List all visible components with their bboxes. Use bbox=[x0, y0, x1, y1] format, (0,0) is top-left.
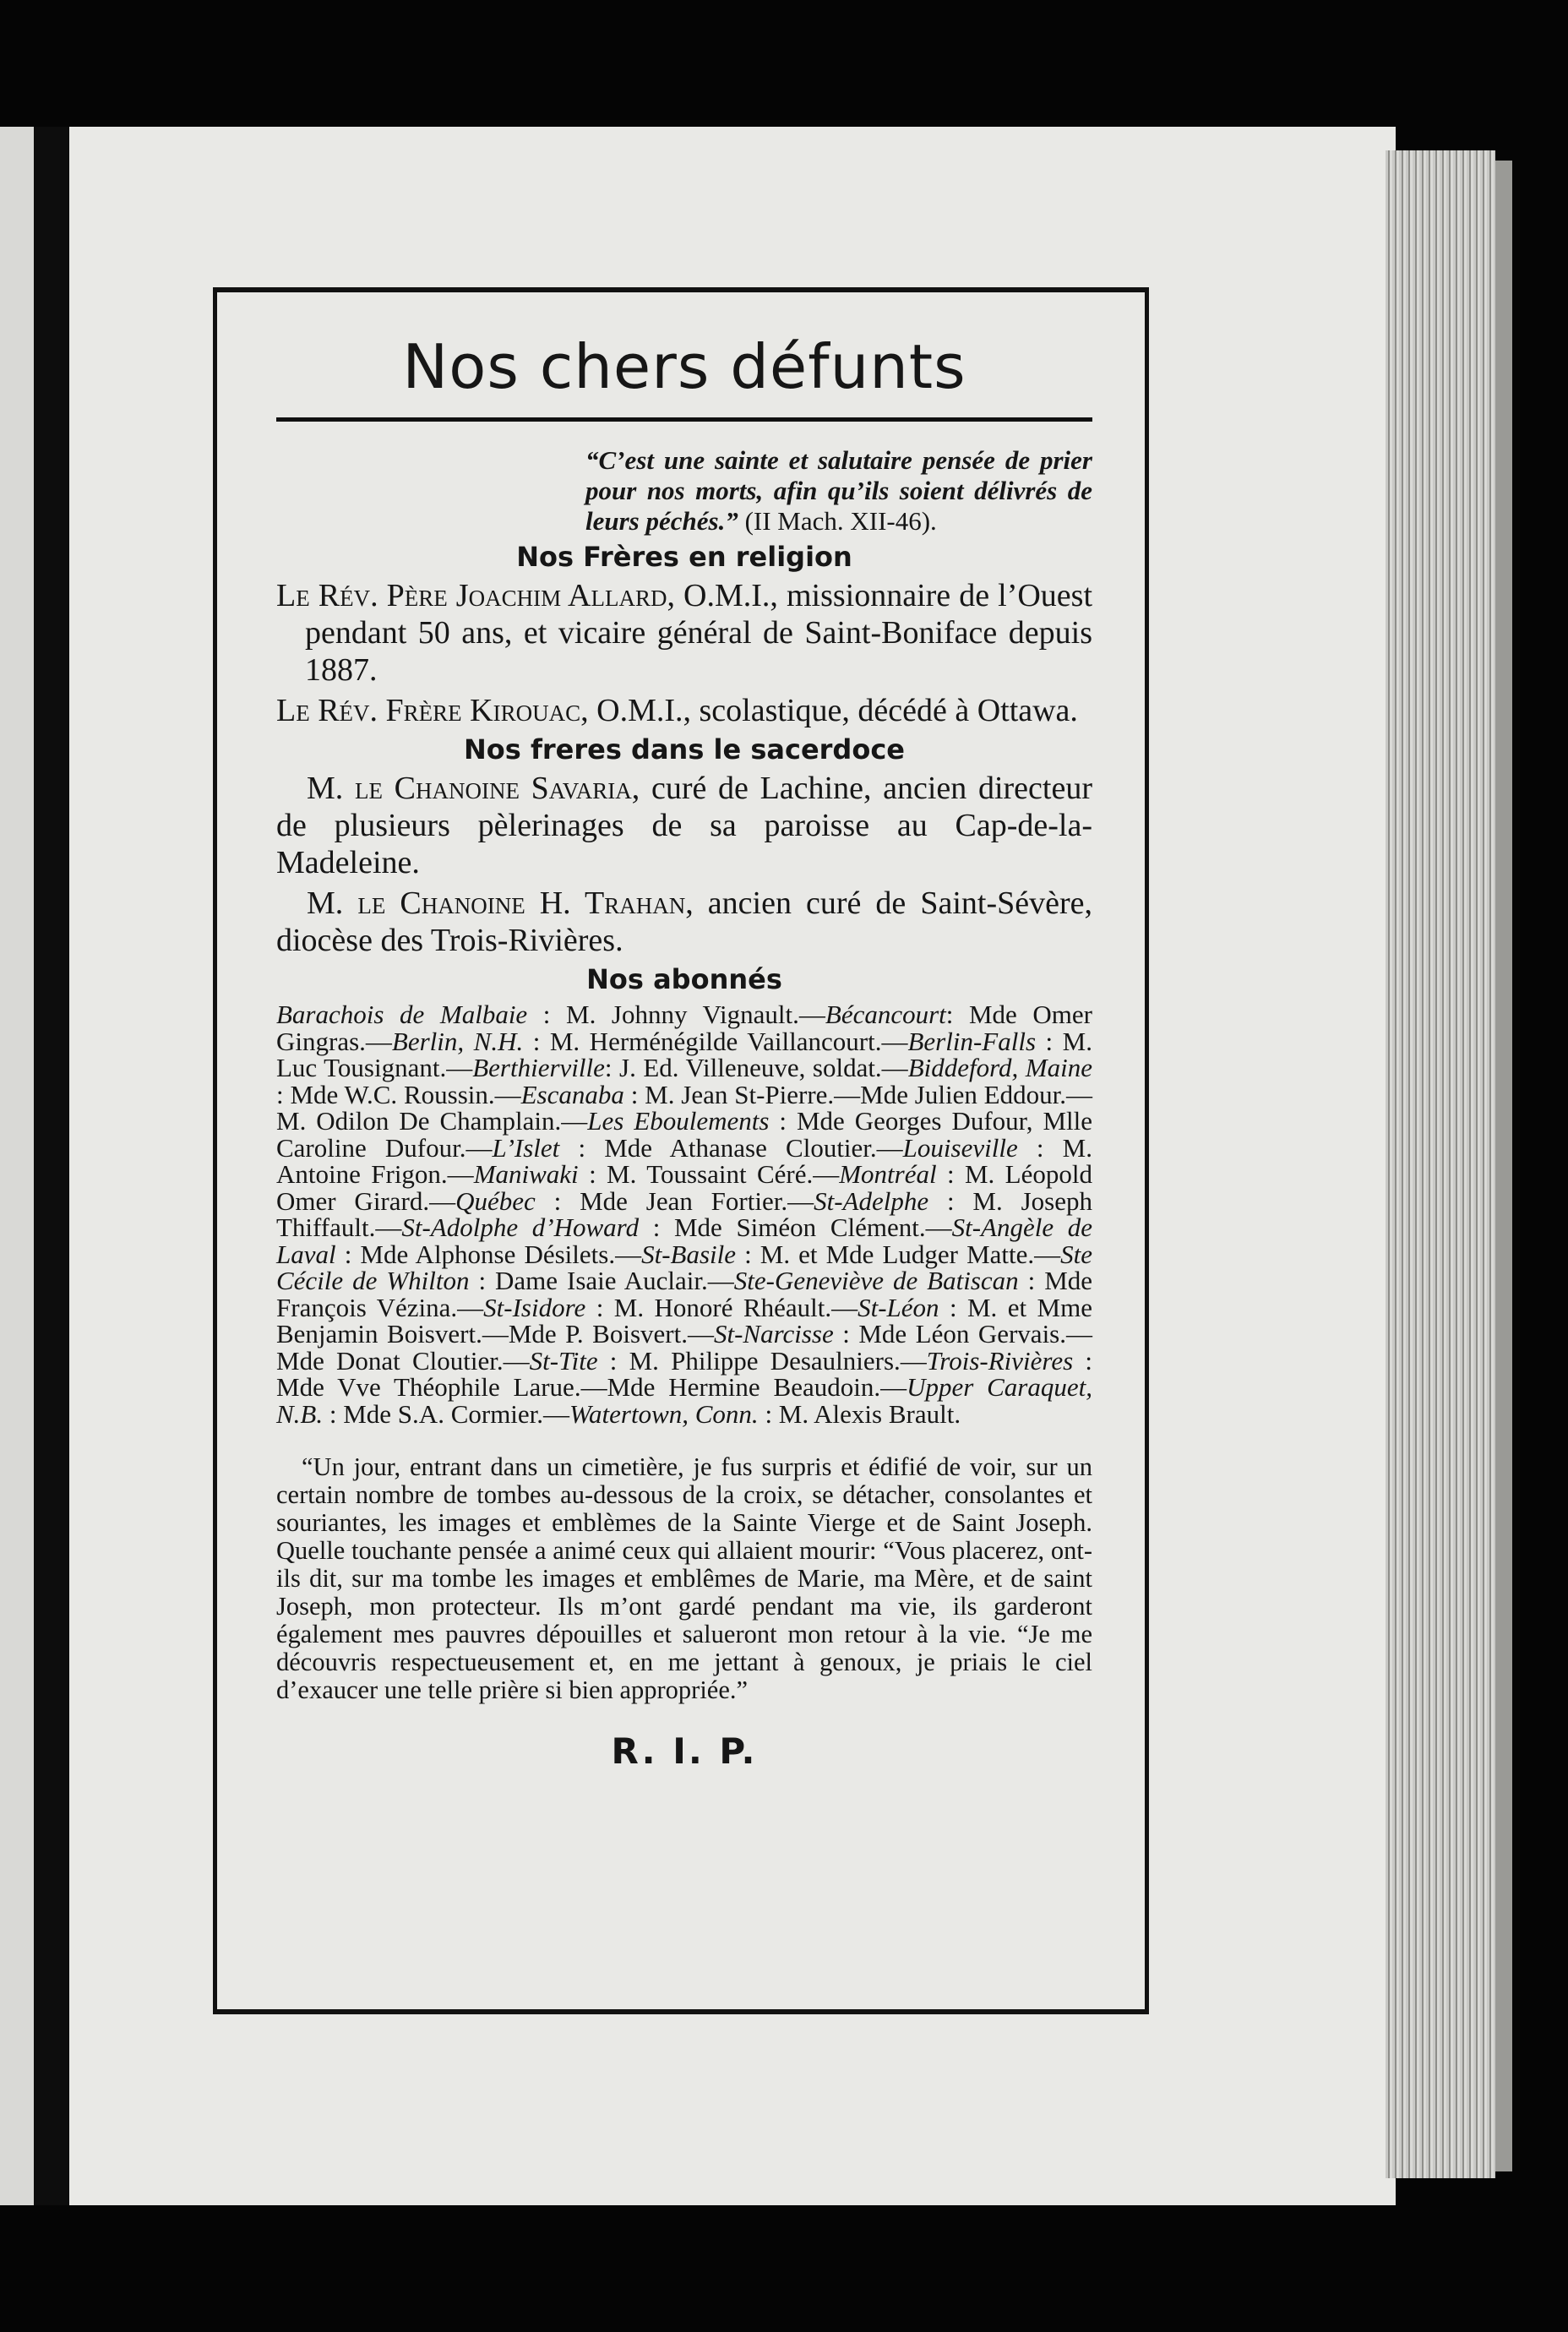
subscriber-place: Montréal bbox=[839, 1159, 937, 1189]
subscriber-place: St-Isidore bbox=[483, 1292, 586, 1322]
subscriber-names: : Mde Omer Gingras.— bbox=[276, 1000, 1092, 1056]
subscriber-place: Berthierville bbox=[472, 1053, 605, 1082]
subscriber-place: Barachois de Malbaie bbox=[276, 1000, 528, 1029]
subscriber-names: : M. et Mme Benjamin Boisvert.—Mde P. Boisvert.— bbox=[276, 1292, 1092, 1349]
book-edge bbox=[1495, 161, 1512, 2171]
cemetery-story: “Un jour, entrant dans un cimetière, je fus surpris et édifié de voir, sur un certain nombre de tombes au-dessous de la croix, se détacher, consolantes et souriantes, les images et emblèmes de la Sainte Vierge et de Saint Joseph. Quelle touchante pensée a animé ceux qui allaient mourir: “Vous placerez, ont-ils dit, sur ma tombe les images et emblêmes de Marie, ma Mère, et de saint Joseph, mon protecteur. Ils m’ont gardé pendant ma vie, ils garderont également mes pauvres dépouilles et salueront mon retour à la vie. “Je me découvris respectueusement et, en me jettant à genoux, je priais le ciel d’exaucer une telle prière si bien appropriée.” bbox=[276, 1452, 1092, 1704]
subscriber-names: : M. Herménégilde Vaillancourt.— bbox=[523, 1026, 908, 1056]
subscriber-place: Les Eboulements bbox=[587, 1106, 770, 1136]
subscriber-place: Escanaba bbox=[520, 1079, 624, 1109]
subscriber-place: Upper Caraquet, N.B. bbox=[276, 1372, 1092, 1429]
subscriber-place: Watertown, Conn. bbox=[569, 1398, 759, 1429]
obituary-entry bbox=[276, 885, 1092, 959]
entry-text: , O.M.I., missionnaire de l’Ouest pendant 50 ans, et vicaire général de Saint-Boniface depuis 1887. bbox=[305, 578, 1092, 688]
entry-name: M. le Chanoine Savaria bbox=[307, 771, 632, 806]
subscribers-list bbox=[276, 1001, 1092, 1427]
subscriber-names: : J. Ed. Villeneuve, soldat.— bbox=[604, 1053, 908, 1082]
epigraph bbox=[585, 445, 1092, 537]
section-heading-sacerdoce: Nos freres dans le sacerdoce bbox=[464, 733, 905, 766]
subscriber-names: : Mde W.C. Roussin.— bbox=[276, 1079, 521, 1109]
subscriber-names: : Mde Georges Dufour, Mlle Caroline Dufour.— bbox=[276, 1106, 1092, 1163]
obituary-entry bbox=[276, 692, 1092, 729]
obituary-content bbox=[276, 292, 1092, 2009]
subscriber-place: St-Adelphe bbox=[814, 1185, 929, 1216]
section-heading-abonnes: Nos abonnés bbox=[586, 963, 782, 995]
subscriber-place: St-Basile bbox=[641, 1239, 736, 1269]
subscriber-names: : Mde S.A. Cormier.— bbox=[323, 1398, 570, 1429]
subscriber-names: : Dame Isaie Auclair.— bbox=[469, 1266, 734, 1295]
obituary-frame bbox=[213, 287, 1149, 2014]
closing-rip: R. I. P. bbox=[611, 1730, 758, 1772]
subscriber-place: Berlin, N.H. bbox=[391, 1026, 524, 1056]
subscriber-names: : M. Jean St-Pierre.—Mde Julien Eddour.—M. Odilon De Champlain.— bbox=[276, 1079, 1092, 1136]
subscriber-place: Ste Cécile de Whilton bbox=[276, 1239, 1092, 1295]
subscriber-names: : Mde Léon Gervais.—Mde Donat Cloutier.— bbox=[276, 1319, 1092, 1376]
subscriber-place: Biddeford, Maine bbox=[907, 1053, 1092, 1082]
subscriber-names: : M. Alexis Brault. bbox=[758, 1398, 961, 1429]
entry-text: , ancien curé de Saint-Sévère, diocèse des Trois-Rivières. bbox=[276, 885, 1092, 958]
subscriber-names: : M. Léopold Omer Girard.— bbox=[276, 1159, 1092, 1216]
subscriber-names: : Mde François Vézina.— bbox=[276, 1266, 1093, 1322]
subscriber-place: Berlin-Falls bbox=[907, 1026, 1037, 1056]
entry-name: Le Rév. Frère Kirouac bbox=[276, 693, 581, 728]
entry-text: , curé de Lachine, ancien directeur de plusieurs pèlerinages de sa paroisse au Cap-de-la-Madeleine. bbox=[276, 771, 1092, 880]
entry-text: , O.M.I., scolastique, décédé à Ottawa. bbox=[580, 693, 1078, 728]
subscriber-names: : M. Johnny Vignault.— bbox=[527, 1000, 825, 1029]
subscriber-place: Bécancourt bbox=[825, 1000, 946, 1029]
subscriber-names: : Mde Siméon Clément.— bbox=[639, 1212, 952, 1242]
subscriber-names: : Mde Vve Théophile Larue.—Mde Hermine Beaudoin.— bbox=[276, 1345, 1092, 1402]
section-heading-religion: Nos Frères en religion bbox=[516, 541, 852, 573]
subscriber-names: : Mde Jean Fortier.— bbox=[535, 1185, 814, 1216]
subscriber-names: : M. Luc Tousignant.— bbox=[276, 1026, 1092, 1082]
obituary-entry bbox=[276, 770, 1092, 881]
entry-name: M. le Chanoine H. Trahan bbox=[307, 885, 686, 921]
subscriber-place: St-Narcisse bbox=[713, 1319, 834, 1349]
subscriber-place: St-Adolphe d’Howard bbox=[401, 1212, 640, 1242]
epigraph-quote: “C’est une sainte et salutaire pensée de prier pour nos morts, afin qu’ils soient délivrés de leurs péchés.” bbox=[585, 445, 1092, 536]
subscriber-place: Québec bbox=[455, 1185, 536, 1216]
epigraph-reference: (II Mach. XII-46). bbox=[744, 506, 937, 536]
subscriber-names: : Mde Alphonse Désilets.— bbox=[335, 1239, 642, 1269]
subscriber-names: : M. Honoré Rhéault.— bbox=[585, 1292, 858, 1322]
subscriber-place: St-Léon bbox=[858, 1292, 939, 1322]
subscriber-names: : M. Joseph Thiffault.— bbox=[276, 1185, 1092, 1242]
subscriber-names: : M. Philippe Desaulniers.— bbox=[597, 1345, 927, 1376]
subscriber-place: Louiseville bbox=[902, 1132, 1018, 1163]
subscriber-names: : M. Toussaint Céré.— bbox=[578, 1159, 840, 1189]
subscriber-place: L’Islet bbox=[492, 1132, 560, 1163]
subscriber-names: : Mde Athanase Cloutier.— bbox=[559, 1132, 903, 1163]
entry-name: Le Rév. Père Joachim Allard bbox=[276, 578, 667, 613]
book-gutter bbox=[34, 127, 69, 2205]
subscriber-place: St-Angèle de Laval bbox=[276, 1212, 1093, 1269]
subscriber-place: Maniwaki bbox=[473, 1159, 579, 1189]
subscriber-place: Trois-Rivières bbox=[926, 1345, 1074, 1376]
page-title: Nos chers défunts bbox=[276, 336, 1092, 422]
page-edges bbox=[1386, 150, 1495, 2178]
subscriber-place: St-Tite bbox=[529, 1345, 598, 1376]
subscriber-names: : M. Antoine Frigon.— bbox=[276, 1132, 1092, 1189]
subscriber-names: : M. et Mde Ludger Matte.— bbox=[736, 1239, 1061, 1269]
scan-left-strip bbox=[0, 127, 34, 2205]
obituary-entry bbox=[276, 577, 1092, 689]
subscriber-place: Ste-Geneviève de Batiscan bbox=[733, 1266, 1019, 1295]
